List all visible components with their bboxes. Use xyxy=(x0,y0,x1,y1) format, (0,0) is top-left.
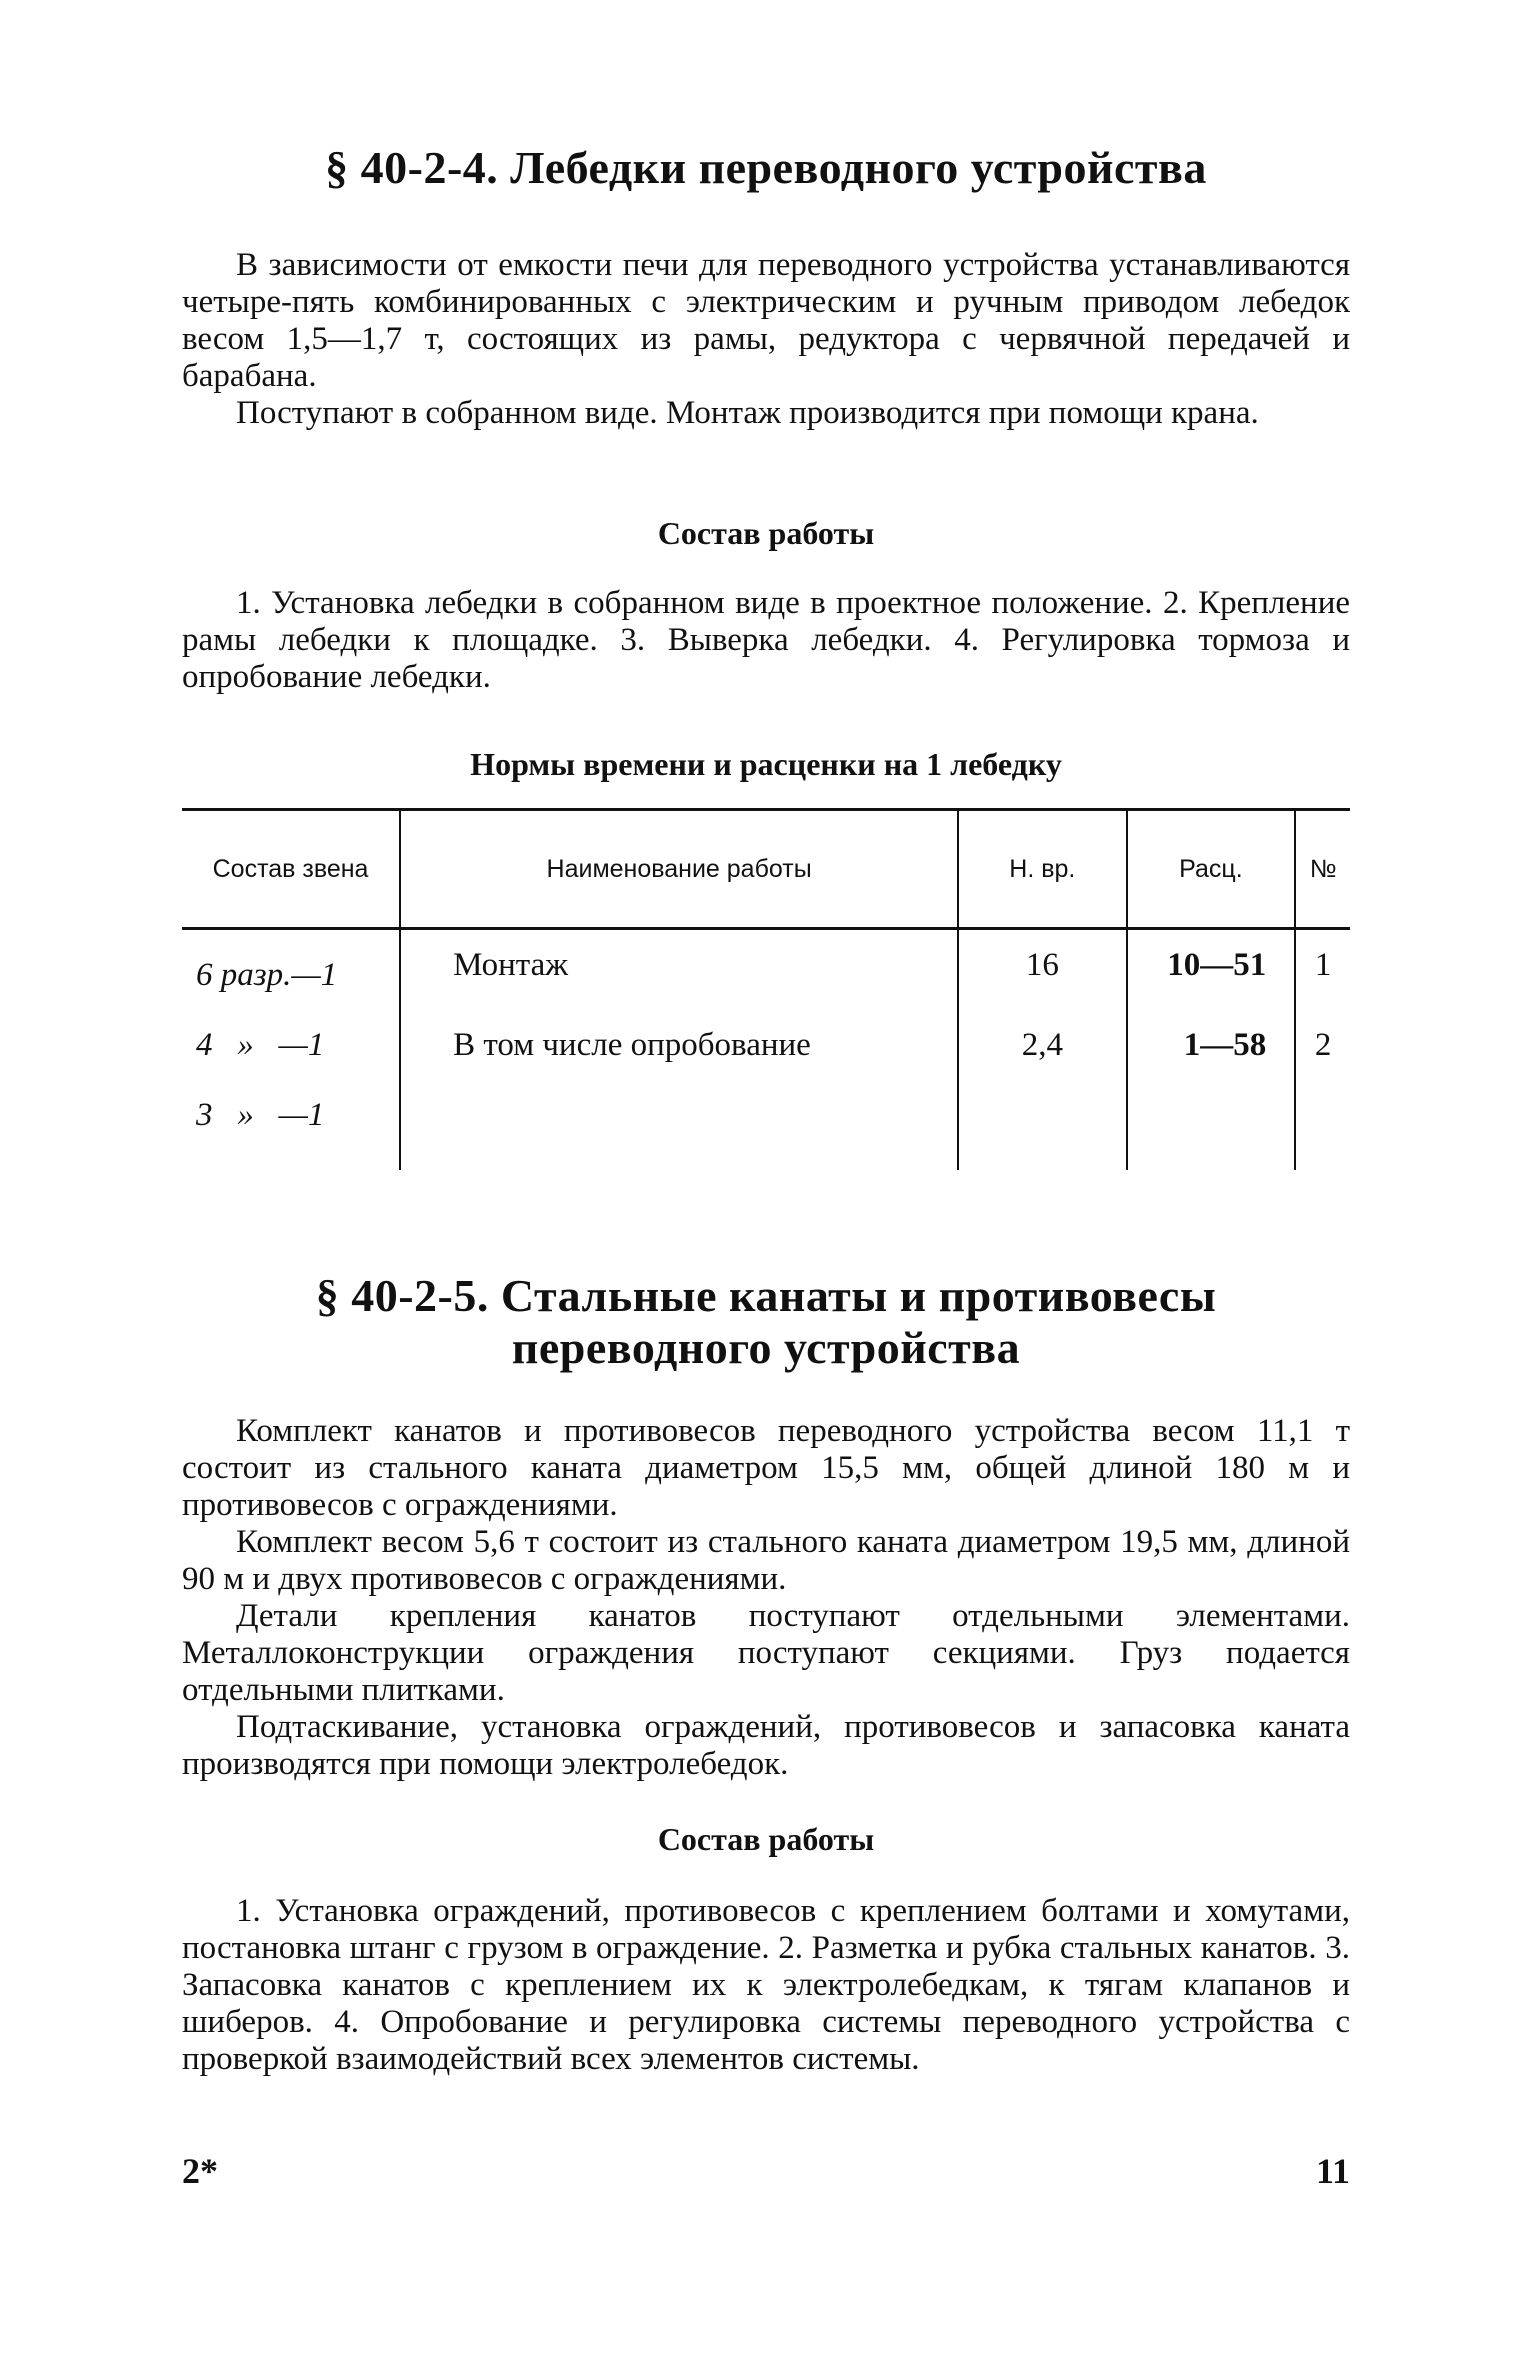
cell-number xyxy=(1295,1080,1350,1170)
cell-rate xyxy=(1127,1080,1296,1170)
table-title: Нормы времени и расценки на 1 лебедку xyxy=(470,746,1062,782)
cell-work-name: Монтаж xyxy=(400,929,958,1011)
cell-work-name xyxy=(400,1080,958,1170)
header-crew: Состав звена xyxy=(182,810,400,929)
table-header-row xyxy=(182,810,1350,929)
table-row xyxy=(182,1010,1350,1080)
cell-time-norm: 2,4 xyxy=(958,1010,1126,1080)
cell-time-norm xyxy=(958,1080,1126,1170)
norms-table-wrap xyxy=(182,808,1350,1170)
section-title-40-2-4: § 40-2-4. Лебедки переводного устройства xyxy=(325,142,1207,193)
section2-work-text xyxy=(182,1893,1350,2078)
header-number: № xyxy=(1295,810,1350,929)
cell-work-name: В том числе опробование xyxy=(400,1010,958,1080)
section-title-line: § 40-2-5. Стальные канаты и противовесы xyxy=(315,1270,1217,1321)
norms-table xyxy=(182,808,1350,1170)
section1-intro xyxy=(182,247,1350,432)
cell-rate: 10—51 xyxy=(1127,929,1296,1011)
paragraph: Комплект весом 5,6 т состоит из стального каната диаметром 19,5 мм, длиной 90 м и двух противовесов с ограждениями. xyxy=(182,1524,1350,1597)
cell-number: 2 xyxy=(1314,1027,1332,1063)
header-time-norm: Н. вр. xyxy=(958,810,1126,929)
cell-crew: 4 » —1 xyxy=(182,1010,400,1080)
cell-rate: 1—58 xyxy=(1127,1010,1296,1080)
header-work-name: Наименование работы xyxy=(400,810,958,929)
paragraph: Поступают в собранном виде. Монтаж производится при помощи крана. xyxy=(236,395,1259,431)
section-title-40-2-5 xyxy=(182,1270,1350,1374)
cell-number: 1 xyxy=(1314,947,1332,983)
work-composition-heading: Состав работы xyxy=(657,515,875,551)
paragraph: 1. Установка лебедки в собранном виде в проектное положение. 2. Крепление рамы лебедки к площадке. 3. Выверка лебедки. 4. Регулировка тормоза и опробование лебедки. xyxy=(182,585,1350,695)
page-number: 11 xyxy=(1315,2151,1350,2191)
cell-crew: 6 разр.—1 xyxy=(182,929,400,1011)
work-composition-heading: Состав работы xyxy=(657,1821,875,1857)
page-footer xyxy=(182,2150,1350,2200)
paragraph: 1. Установка ограждений, противовесов с креплением болтами и хомутами, постановка штанг с грузом в ограждение. 2. Разметка и рубка стальных канатов. 3. Запасовка канатов с креплением их к электролебедкам, к тягам клапанов и шиберов. 4. Опробование и регулировка системы переводного устройства с проверкой взаимодействий всех элементов системы. xyxy=(182,1893,1350,2077)
table-row xyxy=(182,1080,1350,1170)
paragraph: Комплект канатов и противовесов переводного устройства весом 11,1 т состоит из стального каната диаметром 15,5 мм, общей длиной 180 м и противовесов с ограждениями. xyxy=(182,1413,1350,1523)
table-row xyxy=(182,929,1350,1011)
document-page xyxy=(182,0,1350,2362)
paragraph: Детали крепления канатов поступают отдельными элементами. Металлоконструкции ограждения поступают секциями. Груз подается отдельными плитками. xyxy=(182,1598,1350,1708)
cell-crew: 3 » —1 xyxy=(182,1080,400,1170)
paragraph: В зависимости от емкости печи для переводного устройства устанавливаются четыре-пять комбинированных с электрическим и ручным приводом лебедок весом 1,5—1,7 т, состоящих из рамы, редуктора с червячной передачей и барабана. xyxy=(182,247,1350,394)
section2-body xyxy=(182,1413,1350,1783)
paragraph: Подтаскивание, установка ограждений, противовесов и запасовка каната производятся при помощи электролебедок. xyxy=(182,1709,1350,1782)
header-rate: Расц. xyxy=(1127,810,1296,929)
section-title-line: переводного устройства xyxy=(511,1322,1021,1373)
signature-mark: 2* xyxy=(182,2151,218,2191)
section1-work-text xyxy=(182,585,1350,696)
cell-time-norm: 16 xyxy=(958,929,1126,1011)
